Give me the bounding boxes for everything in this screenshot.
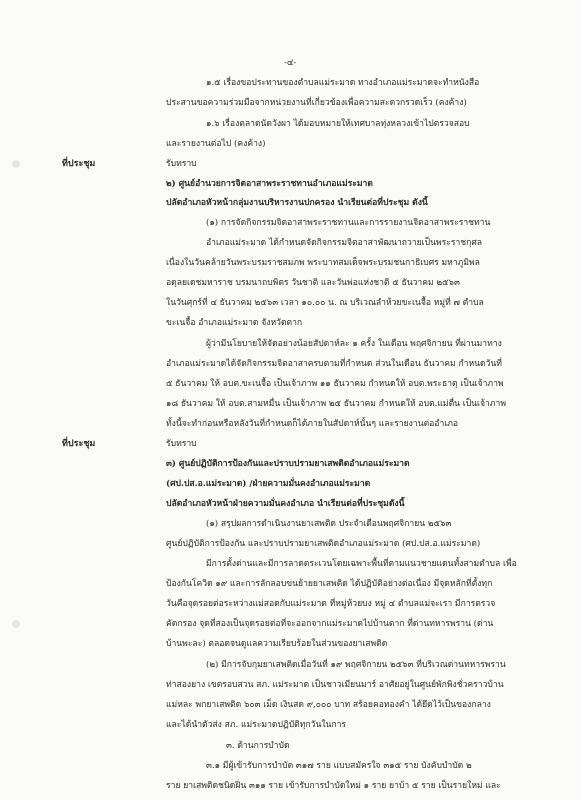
text-line: รับทราบ [166, 439, 197, 449]
text-line: มีการตั้งด่านและมีการลาดตระเวนโดยเฉพาะพื้นที่ตามแนวชายแดนทั้งสามตำบล เพื่อ [206, 559, 517, 569]
text-line: (๒) มีการจับกุมยาเสพติดเมื่อวันที่ ๑๙ พฤศจิกายน ๒๕๖๓ ที่บริเวณด่านทหารพราน [206, 660, 506, 670]
text-line: ๑๘ ธันวาคม ให้ อบต.สามหมื่น เป็นเจ้าภาพ ๒๕ ธันวาคม กำหนดให้ อบต.แม่ตื่น เป็นเจ้าภาพ [166, 399, 506, 409]
text-line: ป้องกันโควิด ๑๙ และการลักลอบขนย้ายยาเสพติด ได้ปฏิบัติอย่างต่อเนื่อง มีจุดหลักที่ตั้งทุก [166, 579, 493, 589]
text-line: แม่หละ พกยาเสพติด ๖๐๓ เม็ด เงินสด ๙,๐๐๐ บาท สร้อยคอทองคำ ได้ยึดไว้เป็นของกลาง [166, 700, 491, 710]
text-line: ปลัดอำเภอหัวหน้าฝ่ายความมั่นคงอำเภอ นำเรียนต่อที่ประชุมดังนี้ [166, 499, 405, 509]
text-line: คัดกรอง จุดที่สองเป็นจุดรอยต่อที่จะออกจากแม่ระมาดไปบ้านตาก ที่ด่านทหารพราน (ด่าน [166, 619, 494, 629]
text-line: อำเภอแม่ระมาดได้จัดกิจกรรมจิตอาสาครบตามที่กำหนด ส่วนในเดือน ธันวาคม กำหนดวันที่ [166, 359, 502, 369]
text-line: ๕ ธันวาคม ให้ อบต.ขะเนจื้อ เป็นเจ้าภาพ ๑๑ ธันวาคม กำหนดให้ อบต.พระธาตุ เป็นเจ้าภาพ [166, 379, 504, 389]
text-line: และได้นำตัวส่ง สภ. แม่ระมาดปฏิบัติทุกวันในการ [166, 720, 347, 730]
text-line: ขะเนจื้อ อำเภอแม่ระมาด จังหวัดตาก [166, 318, 303, 328]
text-line: อดุลยเดชมหาราช บรมนาถบพิตร วันชาติ และวันพ่อแห่งชาติ ๕ ธันวาคม ๒๕๖๓ [166, 278, 460, 288]
text-line: ๑.๕ เรื่องขอประทานของตำบลแม่ระมาด ทางอำเภอแม่ระมาดจะทำหนังสือ [206, 78, 480, 88]
text-line: ๓. ด้านการบำบัด [226, 741, 290, 751]
text-line: และรายงานต่อไป (คงค้าง) [166, 139, 266, 149]
text-line: รับทราบ [166, 159, 197, 169]
text-line: (๑) สรุปผลการดำเนินงานยาเสพติด ประจำเดือนพฤศจิกายน ๒๕๖๓ [206, 519, 452, 529]
text-line: วันคือจุดรอยต่อระหว่างแม่สอดกับแม่ระมาด ที่หมู่ห้วยบง หมู่ ๔ ตำบลแม่จะเรา มีการตรวจ [166, 599, 496, 609]
text-line: ในวันศุกร์ที่ ๔ ธันวาคม ๒๕๖๓ เวลา ๑๐.๐๐ น. ณ บริเวณลำห้วยขะเนจื้อ หมู่ที่ ๗ ตำบล [166, 298, 484, 308]
text-line: ๓) ศูนย์ปฏิบัติการป้องกันและปราบปรามยาเสพติดอำเภอแม่ระมาด [166, 459, 410, 469]
text-line: อำเภอแม่ระมาด ได้กำหนดจัดกิจกรรมจิตอาสาพัฒนาถวายเป็นพระราชกุศล [206, 238, 483, 248]
text-line: ๑.๖ เรื่องตลาดนัดวังผา ได้มอบหมายให้เทศบาลทุ่งหลวงเข้าไปตรวจสอบ [206, 119, 470, 129]
text-line: ๓.๑ มีผู้เข้ารับการบำบัด ๓๑๗ ราย แบบสมัครใจ ๓๑๕ ราย บังคับบำบัด ๒ [206, 761, 472, 771]
text-line: ผู้ว่ามีนโยบายให้จัดอย่างน้อยสัปดาห์ละ ๑ ครั้ง ในเดือน พฤศจิกายน ที่ผ่านมาทาง [206, 339, 502, 349]
text-line: (ศป.ปส.อ.แม่ระมาด) /ฝ่ายความมั่นคงอำเภอแม่ระมาด [166, 479, 371, 489]
text-line: บ้านพะละ) ตลอดจนดูแลความเรียบร้อยในส่วนของยาเสพติด [166, 639, 388, 649]
punch-hole [12, 620, 20, 628]
text-line: เนื่องในวันคล้ายวันพระบรมราชสมภพ พระบาทสมเด็จพระบรมชนกาธิเบศร มหาภูมิพล [166, 258, 480, 268]
text-line: ราย ยาเสพติดชนิดฝิ่น ๓๑๑ ราย เข้ารับการบำบัดใหม่ ๑ ราย ยาบ้า ๕ ราย เป็นรายใหม่ และ [166, 781, 501, 791]
text-line: (๑) การจัดกิจกรรมจิตอาสาพระราชทานและการรายงานจิตอาสาพระราชทาน [206, 218, 491, 228]
punch-hole [12, 160, 20, 168]
text-line: ประสานขอความร่วมมือจากหน่วยงานที่เกี่ยวข้องเพื่อความสะดวกรวดเร็ว (คงค้าง) [166, 98, 467, 108]
text-line: ปลัดอำเภอหัวหน้ากลุ่มงานบริหารงานปกครอง นำเรียนต่อที่ประชุม ดังนี้ [166, 198, 428, 208]
page-number: -๔- [284, 58, 297, 68]
text-line: ๒) ศูนย์อำนวยการจิตอาสาพระราชทานอำเภอแม่ระมาด [166, 179, 373, 189]
text-line: ศูนย์ปฏิบัติการป้องกัน และปราบปรามยาเสพติดอำเภอแม่ระมาด (ศป.ปส.อ.แม่ระมาด) [166, 539, 481, 549]
text-line: ท่าสองยาง เขตรอบสวน สภ. แม่ระมาด เป็นชาวเมียนมาร์ อาศัยอยู่ในศูนย์พักพิงชั่วคราวบ้าน [166, 680, 504, 690]
speaker-label: ที่ประชุม [62, 439, 96, 449]
speaker-label: ที่ประชุม [62, 159, 96, 169]
text-line: ทั้งนี้จะทำก่อนหรือหลังวันที่กำหนดก็ได้ภายในสัปดาห์นั้นๆ และรายงานต่ออำเภอ [166, 419, 459, 429]
